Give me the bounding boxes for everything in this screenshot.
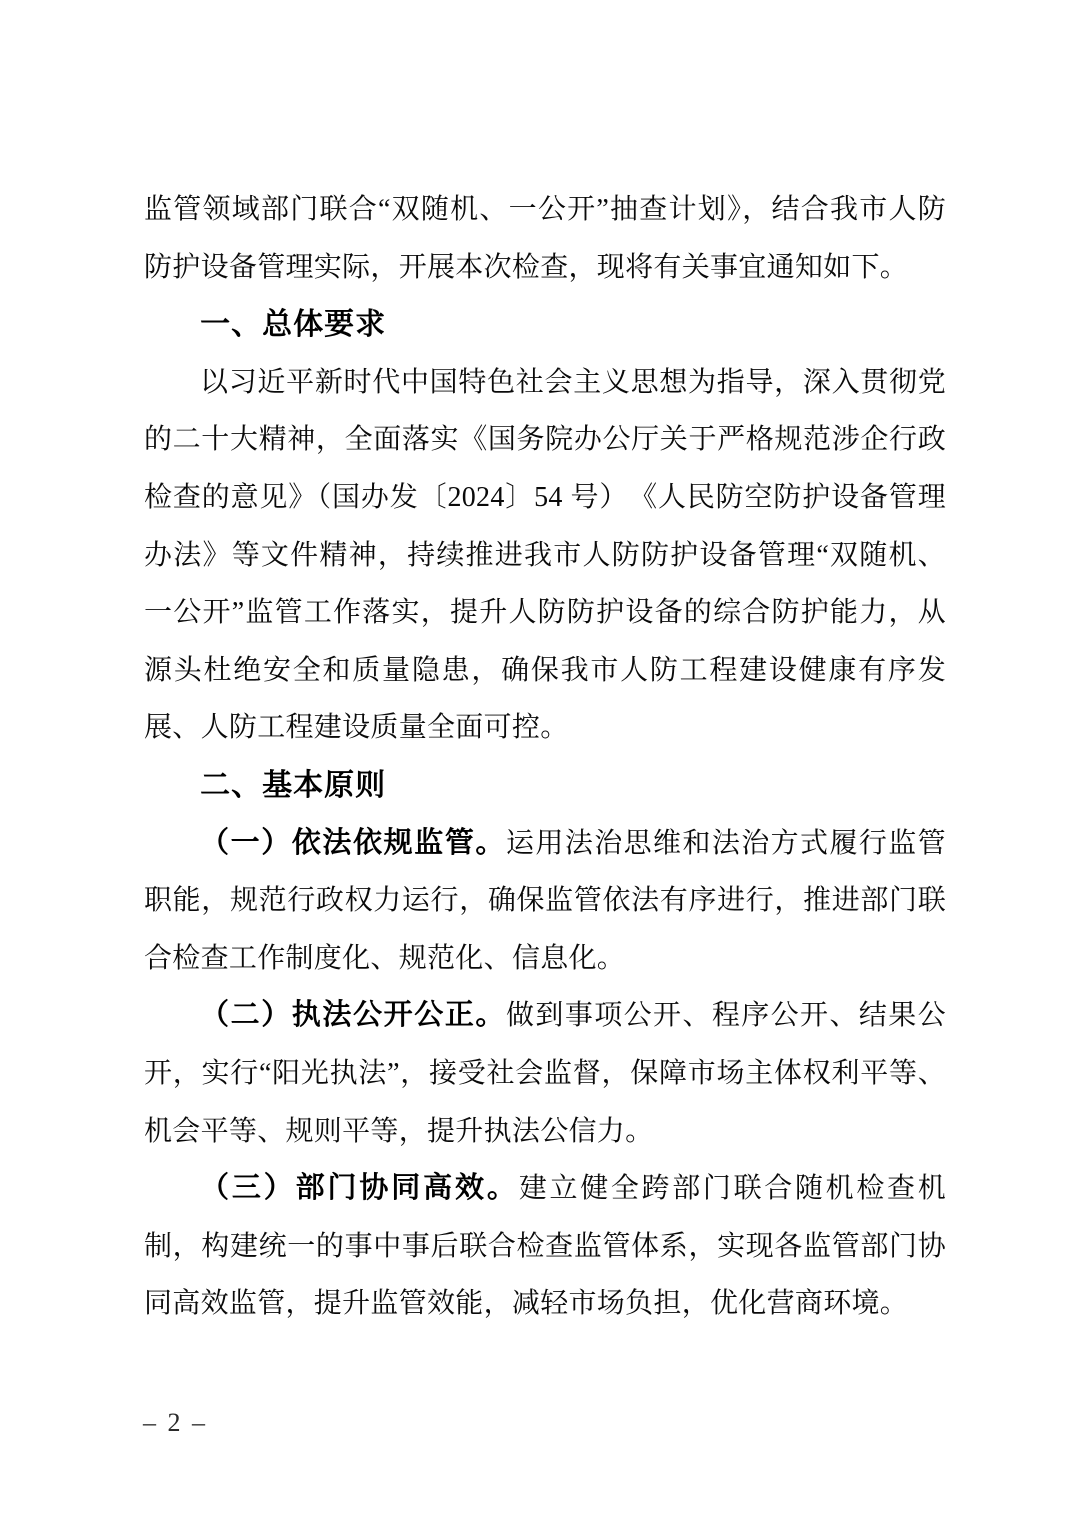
principle-2-text: 做到事项公开、程序公开、结果公开，实行“阳光执法”，接受社会监督，保障市场主体权利平等、机会平等、规则平等，提升执法公信力。 [144, 1000, 946, 1147]
principle-1-lead: （一）依法依规监管。 [200, 826, 507, 859]
section-heading-basic-principles: 二、基本原则 [200, 768, 387, 802]
paragraph-continuation: 监管领域部门联合“双随机、一公开”抽查计划》，结合我市人防防护设备管理实际，开展本次检查，现将有关事宜通知如下。 [144, 194, 946, 283]
section-heading-overall-requirements: 一、总体要求 [200, 308, 387, 342]
paragraph-overall-requirements: 以习近平新时代中国特色社会主义思想为指导，深入贯彻党的二十大精神，全面落实《国务院办公厅关于严格规范涉企行政检查的意见》（国办发〔2024〕54 号） 《人民防空防护设备管理办法》等文件精神，持续推进我市人防防护设备管理“双随机、一公开”监管工作落实，提升人防防护设备的综合防护能力，从源头杜绝安全和质量隐患，确保我市人防工程建设健康有序发展、人防工程建设质量全面可控。 [144, 366, 946, 744]
principle-item-1 [144, 815, 946, 988]
principle-item-2 [144, 987, 946, 1160]
principle-1-text: 运用法治思维和法治方式履行监管职能，规范行政权力运行，确保监管依法有序进行，推进部门联合检查工作制度化、规范化、信息化。 [144, 827, 946, 974]
page-number: – 2 – [143, 1408, 205, 1437]
principle-3-text: 建立健全跨部门联合随机检查机制，构建统一的事中事后联合检查监管体系，实现各监管部门协同高效监管，提升监管效能，减轻市场负担，优化营商环境。 [144, 1173, 946, 1320]
principle-2-lead: （二）执法公开公正。 [200, 999, 507, 1032]
principle-item-3 [144, 1160, 946, 1333]
page-content [144, 181, 946, 1333]
principle-3-lead: （三）部门协同高效。 [200, 1172, 519, 1205]
